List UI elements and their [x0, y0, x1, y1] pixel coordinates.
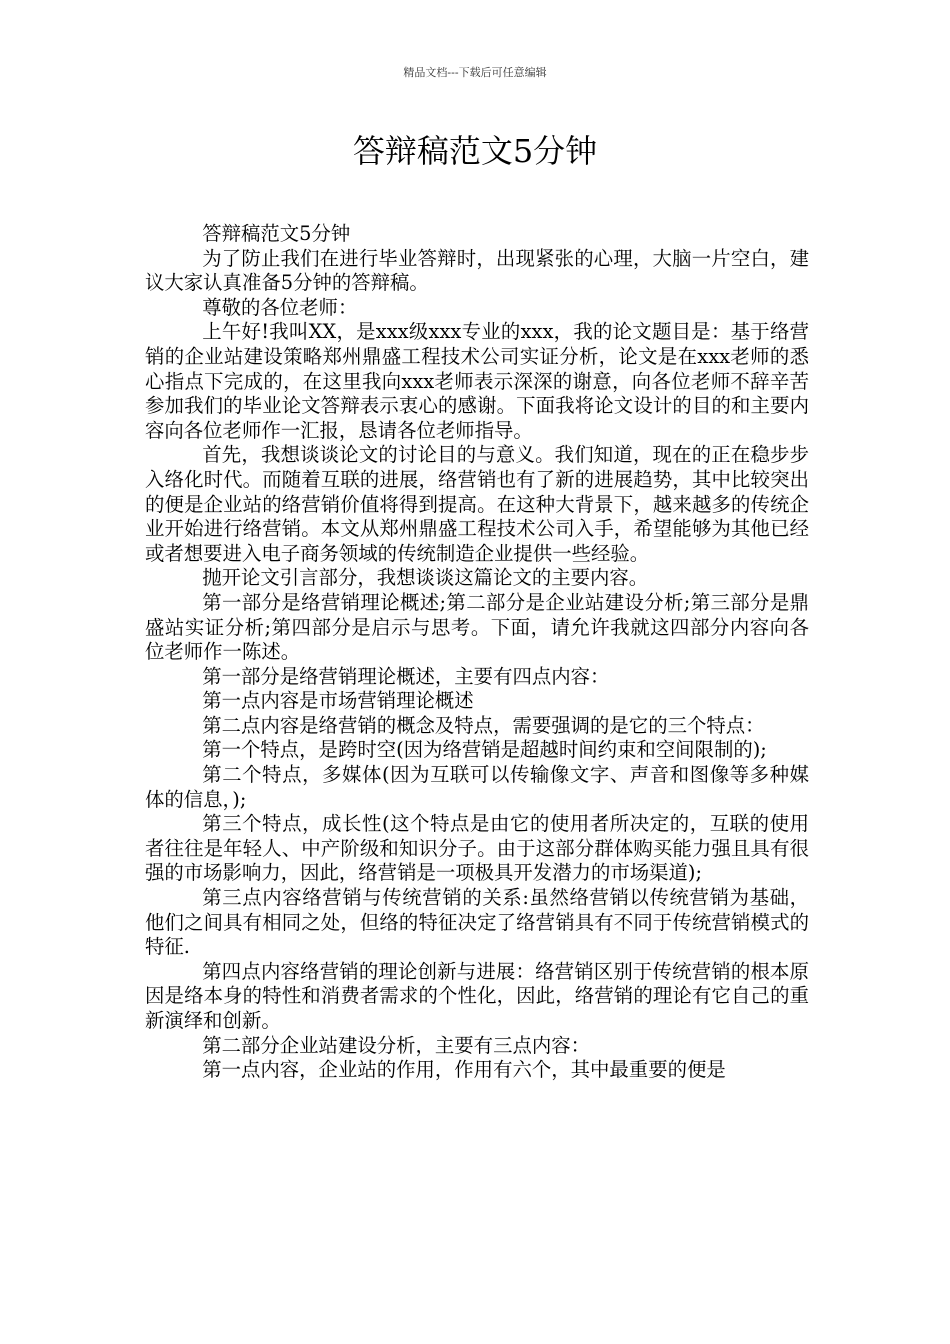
paragraph: 抛开论文引言部分，我想谈谈这篇论文的主要内容。 — [202, 566, 649, 590]
paragraph: 第一个特点，是跨时空(因为络营销是超越时间约束和空间限制的); — [202, 738, 767, 762]
paragraph: 第一部分是络营销理论概述;第二部分是企业站建设分析;第三部分是鼎盛站实证分析;第四部分是启示与思考。下面，请允许我就这四部分内容向各位老师作一陈述。 — [145, 590, 809, 664]
paragraph: 第一点内容是市场营销理论概述 — [202, 689, 474, 713]
paragraph: 第二点内容是络营销的概念及特点，需要强调的是它的三个特点： — [202, 713, 765, 737]
document-body — [145, 222, 809, 1083]
paragraph: 第一部分是络营销理论概述，主要有四点内容： — [202, 664, 610, 688]
paragraph: 首先，我想谈谈论文的讨论目的与意义。我们知道，现在的正在稳步步入络化时代。而随着互联的进展，络营销也有了新的进展趋势，其中比较突出的便是企业站的络营销价值将得到提高。在这种大背景下，越来越多的传统企业开始进行络营销。本文从郑州鼎盛工程技术公司入手，希望能够为其他已经或者想要进入电子商务领域的传统制造企业提供一些经验。 — [145, 443, 809, 565]
paragraph: 为了防止我们在进行毕业答辩时，出现紧张的心理，大脑一片空白，建议大家认真准备5分钟的答辩稿。 — [145, 246, 809, 295]
paragraph: 第一点内容，企业站的作用，作用有六个，其中最重要的便是 — [202, 1058, 726, 1082]
paragraph: 第二部分企业站建设分析，主要有三点内容： — [202, 1033, 591, 1057]
paragraph: 第二个特点，多媒体(因为互联可以传输像文字、声音和图像等多种媒体的信息，); — [145, 763, 809, 811]
document-title: 答辩稿范文5分钟 — [352, 132, 598, 170]
header-note: 精品文档---下载后可任意编辑 — [403, 66, 547, 79]
paragraph: 第四点内容络营销的理论创新与进展：络营销区别于传统营销的根本原因是络本身的特性和消费者需求的个性化，因此，络营销的理论有它自己的重新演绎和创新。 — [145, 959, 809, 1032]
paragraph: 第三个特点，成长性(这个特点是由它的使用者所决定的，互联的使用者往往是年轻人、中产阶级和知识分子。由于这部分群体购买能力强且具有很强的市场影响力，因此，络营销是一项极具开发潜力的市场渠道); — [145, 812, 809, 885]
paragraph: 第三点内容络营销与传统营销的关系:虽然络营销以传统营销为基础，他们之间具有相同之处，但络的特征决定了络营销具有不同于传统营销模式的特征. — [145, 886, 809, 959]
paragraph: 尊敬的各位老师： — [202, 295, 358, 319]
paragraph: 答辩稿范文5分钟 — [202, 222, 351, 245]
paragraph: 上午好!我叫XX，是xxx级xxx专业的xxx，我的论文题目是：基于络营销的企业站建设策略郑州鼎盛工程技术公司实证分析，论文是在xxx老师的悉心指点下完成的，在这里我向xxx老师表示深深的谢意，向各位老师不辞辛苦参加我们的毕业论文答辩表示衷心的感谢。下面我将论文设计的目的和主要内容向各位老师作一汇报，恳请各位老师指导。 — [145, 320, 809, 442]
